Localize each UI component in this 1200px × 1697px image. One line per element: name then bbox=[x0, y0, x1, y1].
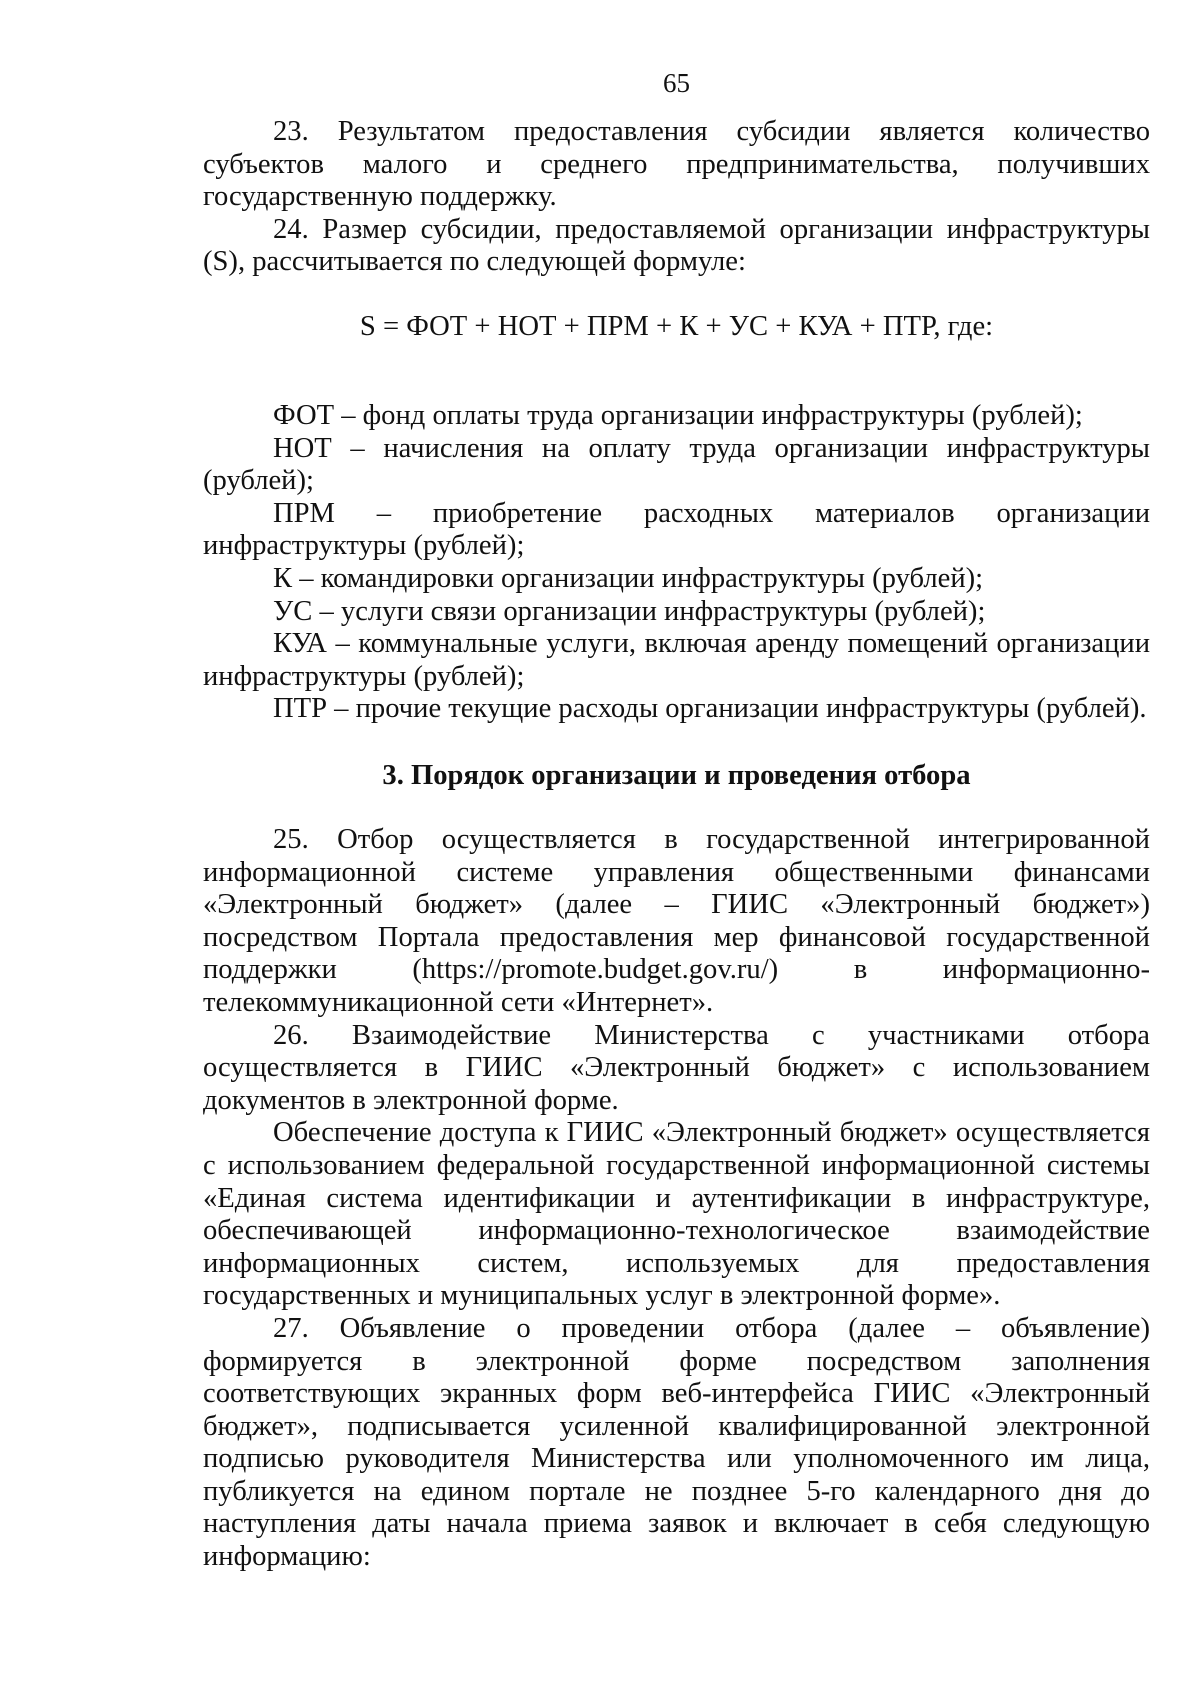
definition-prm: ПРМ – приобретение расходных материалов организации инфраструктуры (рублей); bbox=[203, 497, 1150, 562]
subsidy-formula: S = ФОТ + НОТ + ПРМ + К + УС + КУА + ПТР, где: bbox=[359, 311, 994, 342]
paragraph-25-text-end: в информационно-телекоммуникационной сети «Интернет». bbox=[203, 954, 1150, 1018]
paragraph-27: 27. Объявление о проведении отбора (далее – объявление) формируется в электронной форме посредством заполнения соответствующих экранных форм веб-интерфейса ГИИС «Электронный бюджет», подписывается усиленной квалифицированной электронной подписью руководителя Министерства или уполномоченного им лица, публикуется на едином портале не позднее 5-го календарного дня до наступления даты начала приема заявок и включает в себя следующую информацию: bbox=[203, 1312, 1150, 1573]
formula-block bbox=[203, 311, 1150, 344]
paragraph-26: 26. Взаимодействие Министерства с участниками отбора осуществляется в ГИИС «Электронный бюджет» с использованием документов в электронной форме. bbox=[203, 1019, 1150, 1116]
subsidy-result-section bbox=[203, 116, 1150, 279]
definition-us: УС – услуги связи организации инфраструктуры (рублей); bbox=[273, 595, 986, 627]
definition-ptr: ПТР – прочие текущие расходы организации инфраструктуры (рублей). bbox=[273, 693, 1147, 725]
definition-fot: ФОТ – фонд оплаты труда организации инфраструктуры (рублей); bbox=[273, 400, 1083, 431]
definition-kua: КУА – коммунальные услуги, включая аренду помещений организации инфраструктуры (рублей); bbox=[203, 628, 1150, 692]
formula-definitions bbox=[203, 400, 1150, 726]
paragraph-24: 24. Размер субсидии, предоставляемой организации инфраструктуры (S), рассчитывается по следующей формуле: bbox=[203, 213, 1150, 278]
section-heading-block bbox=[203, 760, 1150, 793]
paragraph-25-text-start: 25. Отбор осуществляется в государственной интегрированной информационной системе управления общественными финансами «Электронный бюджет» (далее – ГИИС «Электронный бюджет») посредством Портала предоставления мер финансовой государственной поддержки bbox=[203, 824, 1150, 986]
paragraph-23: 23. Результатом предоставления субсидии является количество субъектов малого и среднего предпринимательства, получивших государственную поддержку. bbox=[203, 116, 1150, 213]
paragraph-26-access: Обеспечение доступа к ГИИС «Электронный бюджет» осуществляется с использованием федеральной государственной информационной системы «Единая система идентификации и аутентификации в инфраструктуре, обеспечивающей информационно-технологическое взаимодействие информационных систем, используемых для предоставления государственных и муниципальных услуг в электронной форме». bbox=[203, 1117, 1150, 1312]
definition-not: НОТ – начисления на оплату труда организации инфраструктуры (рублей); bbox=[203, 432, 1150, 497]
page-number: 65 bbox=[663, 68, 690, 98]
portal-url: (https://promote.budget.gov.ru/) bbox=[412, 954, 779, 986]
definition-k: К – командировки организации инфраструктуры (рублей); bbox=[273, 562, 984, 594]
selection-procedure-section bbox=[203, 824, 1150, 1574]
paragraph-25 bbox=[203, 824, 1150, 1020]
section-title: 3. Порядок организации и проведения отбора bbox=[382, 760, 971, 791]
